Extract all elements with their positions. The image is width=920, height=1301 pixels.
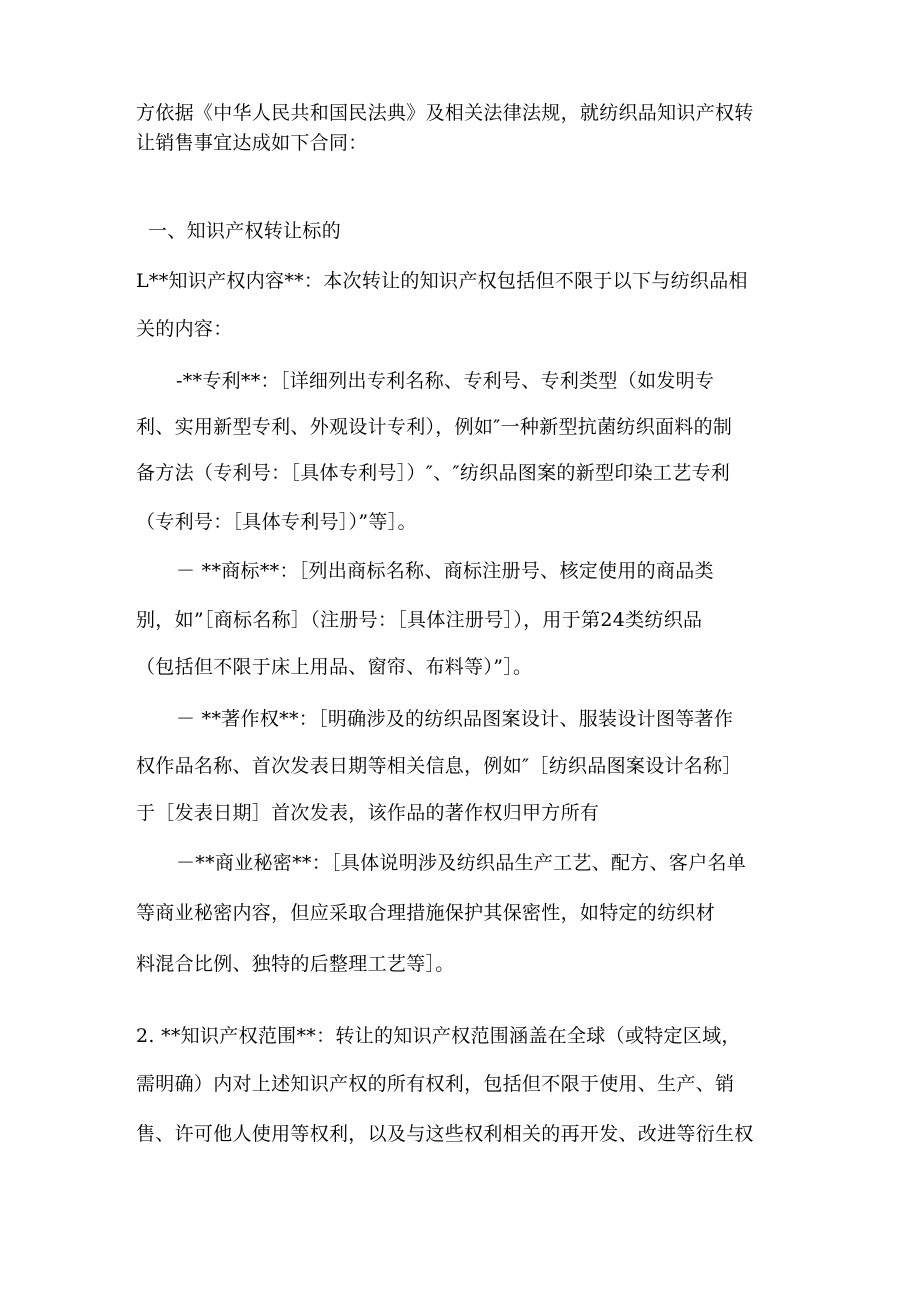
list-item-trademark: － **商标**：［列出商标名称、商标注册号、核定使用的商品类: [176, 560, 714, 582]
list-item-patent: -**专利**：［详细列出专利名称、专利号、专利类型（如发明专: [176, 370, 715, 392]
text-line: 料混合比例、独特的后整理工艺等］。: [136, 953, 455, 975]
text-line: 利、实用新型专利、外观设计专利），例如″一种新型抗菌纺织面料的制: [136, 416, 733, 438]
section-item-scope: 2. **知识产权范围**：转让的知识产权范围涵盖在全球（或特定区域，: [136, 1025, 741, 1047]
text-line: 别，如”［商标名称］（注册号：［具体注册号］），用于第24类纺织品: [136, 609, 703, 631]
text-line: 备方法（专利号：［具体专利号］）″、″纺织品图案的新型印染工艺专利: [136, 462, 731, 484]
text-line: 等商业秘密内容，但应采取合理措施保护其保密性，如特定的纺织材: [136, 902, 716, 924]
text-line: 让销售事宜达成如下合同：: [136, 132, 368, 154]
text-line: 方依据《中华人民共和国民法典》及相关法律法规，就纺织品知识产权转: [136, 102, 754, 124]
text-line: 售、许可他人使用等权利，以及与这些权利相关的再开发、改进等衍生权: [136, 1123, 754, 1145]
text-line: 权作品名称、首次发表日期等相关信息，例如″［纺织品图案设计名称］: [136, 755, 742, 777]
text-line: （包括但不限于床上用品、窗帘、布料等）”］。: [136, 656, 533, 678]
text-line: 关的内容：: [136, 318, 233, 340]
text-line: 于［发表日期］首次发表，该作品的著作权归甲方所有: [136, 802, 600, 824]
section-heading: 一、知识产权转让标的: [148, 220, 342, 242]
text-line: 需明确）内对上述知识产权的所有权利，包括但不限于使用、生产、销: [136, 1073, 735, 1095]
list-item-copyright: － **著作权**：［明确涉及的纺织品图案设计、服装设计图等著作: [176, 708, 734, 730]
text-line: L**知识产权内容**：本次转让的知识产权包括但不限于以下与纺织品相: [136, 270, 748, 292]
text-line: （专利号：［具体专利号］）”等］。: [136, 511, 417, 533]
list-item-trade-secret: －**商业秘密**：［具体说明涉及纺织品生产工艺、配方、客户名单: [176, 852, 747, 874]
